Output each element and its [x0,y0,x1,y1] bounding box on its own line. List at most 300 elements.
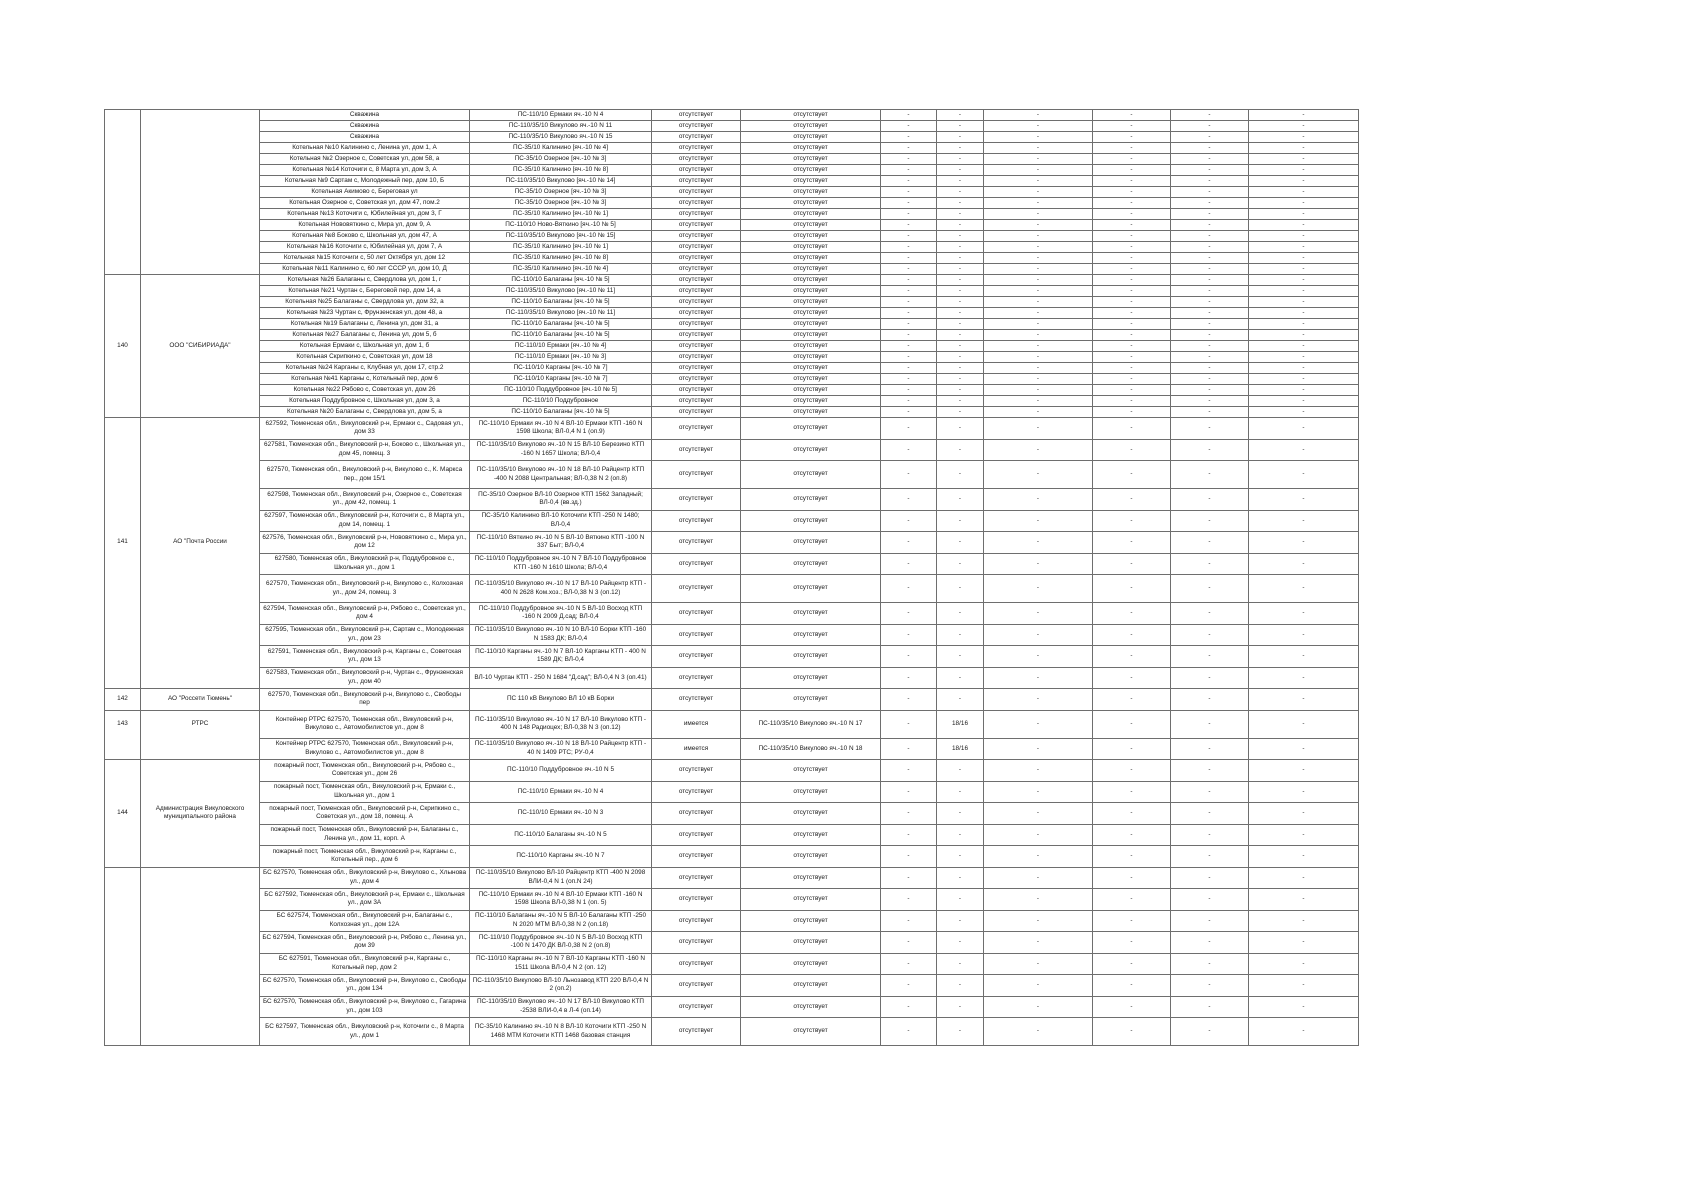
backup-source: отсутствует [652,689,741,711]
value-cell: - [984,209,1093,220]
table-row [105,275,1359,286]
backup-feeder: отсутствует [741,889,881,911]
value-cell: - [937,231,984,242]
object-address: Котельная №10 Калинино с, Ленина ул, дом 1, А [260,143,470,154]
value-cell: - [881,932,937,954]
organization [141,209,260,220]
value-cell: - [1249,575,1359,603]
backup-source: отсутствует [652,1018,741,1046]
value-cell: - [1249,646,1359,668]
value-cell: - [881,143,937,154]
object-address: пожарный пост, Тюменская обл., Викуловский р-н, Карганы с., Котельный пер., дом 6 [260,846,470,868]
value-cell: - [881,439,937,461]
value-cell: - [1093,738,1171,760]
value-cell: - [1093,532,1171,554]
value-cell: - [1249,264,1359,275]
table-row [105,374,1359,385]
object-address: пожарный пост, Тюменская обл., Викуловский р-н, Скрипкино с., Советская ул., дом 18, помещ. А [260,803,470,825]
organization [141,932,260,954]
supply-substation: ПС-110/35/10 Викулово яч.-10 N 15 ВЛ-10 Березино КТП -160 N 1657 Школа; ВЛ-0,4 [470,439,652,461]
supply-substation: ПС-110/10 Поддубровное [470,396,652,407]
value-cell: - [1093,867,1171,889]
value-cell: - [937,308,984,319]
value-cell: - [1171,110,1249,121]
object-address: 627594, Тюменская обл., Викуловский р-н, Рябово с., Советская ул., дом 4 [260,603,470,625]
value-cell: - [1093,1018,1171,1046]
value-cell: - [1171,738,1249,760]
organization [141,374,260,385]
organization [141,132,260,143]
value-cell: - [1171,953,1249,975]
value-cell: - [1249,275,1359,286]
object-address: БС 627570, Тюменская обл., Викуловский р-н, Викулово с., Свободы ул., дом 134 [260,975,470,997]
table-row [105,760,1359,782]
value-cell: - [1171,132,1249,143]
table-row [105,738,1359,760]
value-cell: - [937,110,984,121]
row-number [105,953,141,975]
object-address: Котельная Поддубровное с, Школьная ул, дом 3, а [260,396,470,407]
organization [141,110,260,121]
backup-feeder: отсутствует [741,286,881,297]
backup-feeder: отсутствует [741,275,881,286]
value-cell: - [1093,352,1171,363]
object-address: Скважина [260,121,470,132]
value-cell: - [984,824,1093,846]
table-row [105,341,1359,352]
value-cell: - [984,187,1093,198]
backup-source: отсутствует [652,352,741,363]
value-cell: - [881,510,937,532]
value-cell: - [937,910,984,932]
value-cell: 18/16 [937,738,984,760]
value-cell: - [1171,710,1249,738]
row-number [105,996,141,1018]
backup-feeder: ПС-110/35/10 Викулово яч.-10 N 18 [741,738,881,760]
value-cell: - [1249,553,1359,575]
organization [141,461,260,489]
object-address: Котельная Озерное с, Советская ул, дом 47, пом.2 [260,198,470,209]
supply-substation: ПС-110/10 Поддубровное [яч.-10 № 5] [470,385,652,396]
backup-source: отсутствует [652,286,741,297]
value-cell: - [1171,532,1249,554]
backup-feeder: отсутствует [741,867,881,889]
row-number [105,319,141,330]
row-number [105,286,141,297]
value-cell: - [937,489,984,511]
backup-feeder: отсутствует [741,603,881,625]
value-cell: - [881,220,937,231]
value-cell: - [881,975,937,997]
value-cell: - [937,363,984,374]
value-cell: - [1171,341,1249,352]
value-cell: - [1093,330,1171,341]
table-row [105,286,1359,297]
object-address: 627570, Тюменская обл., Викуловский р-н, Викулово с., К. Маркса пер., дом 15/1 [260,461,470,489]
value-cell: - [1093,242,1171,253]
value-cell: - [937,319,984,330]
table-row [105,803,1359,825]
value-cell: - [1249,154,1359,165]
value-cell: - [1093,110,1171,121]
value-cell: - [1171,439,1249,461]
object-address: БС 627592, Тюменская обл., Викуловский р-н, Ермаки с., Школьная ул., дом 3А [260,889,470,911]
supply-substation: ПС-35/10 Озерное [яч.-10 № 3] [470,154,652,165]
backup-source: отсутствует [652,154,741,165]
backup-feeder: отсутствует [741,198,881,209]
value-cell: - [937,176,984,187]
backup-feeder: отсутствует [741,110,881,121]
value-cell: - [937,330,984,341]
backup-source: отсутствует [652,603,741,625]
value-cell: - [984,374,1093,385]
value-cell: - [937,532,984,554]
backup-feeder: отсутствует [741,209,881,220]
value-cell: - [937,461,984,489]
value-cell: - [1171,264,1249,275]
value-cell: - [937,242,984,253]
value-cell: - [984,910,1093,932]
backup-source: отсутствует [652,996,741,1018]
supply-substation: ПС-110/10 Ермаки яч.-10 N 4 ВЛ-10 Ермаки КТП -160 N 1598 Школа; ВЛ-0,4 N 1 (оп.9) [470,418,652,440]
table-row [105,110,1359,121]
value-cell: - [984,510,1093,532]
value-cell: - [1093,187,1171,198]
object-address: Котельная №21 Чуртан с, Береговой пер, дом 14, а [260,286,470,297]
backup-source: отсутствует [652,396,741,407]
backup-feeder: отсутствует [741,330,881,341]
backup-feeder: отсутствует [741,319,881,330]
value-cell: - [1171,385,1249,396]
organization [141,553,260,575]
supply-substation: ПС-110/35/10 Викулово яч.-10 N 15 [470,132,652,143]
table-row [105,330,1359,341]
row-number [105,132,141,143]
organization [141,231,260,242]
backup-source: отсутствует [652,553,741,575]
table-row [105,996,1359,1018]
row-number [105,220,141,231]
supply-substation: ПС-110/10 Вяткино яч.-10 N 5 ВЛ-10 Вяткино КТП -100 N 337 Быт; ВЛ-0,4 [470,532,652,554]
value-cell: - [1171,154,1249,165]
row-number [105,264,141,275]
value-cell: - [1249,165,1359,176]
value-cell: - [937,996,984,1018]
row-number [105,510,141,532]
supply-substation: ПС-35/10 Калинино [яч.-10 № 1] [470,242,652,253]
organization [141,154,260,165]
value-cell: - [937,418,984,440]
value-cell: - [937,121,984,132]
value-cell: - [1249,603,1359,625]
backup-source: отсутствует [652,110,741,121]
supply-substation: ПС-110/35/10 Викулово яч.-10 N 18 ВЛ-10 Райцентр КТП - 40 N 1409 РТС; РУ-0,4 [470,738,652,760]
value-cell: - [1249,319,1359,330]
backup-feeder: отсутствует [741,760,881,782]
backup-source: отсутствует [652,341,741,352]
backup-feeder: отсутствует [741,953,881,975]
value-cell: - [881,385,937,396]
object-address: Котельная №14 Коточиги с, 8 Марта ул, дом 3, А [260,165,470,176]
organization: Администрация Викуловского муниципального района [141,803,260,825]
value-cell: - [1093,953,1171,975]
value-cell: - [881,341,937,352]
value-cell: - [881,461,937,489]
value-cell: - [1093,308,1171,319]
backup-feeder: отсутствует [741,489,881,511]
value-cell: - [1249,760,1359,782]
value-cell: - [984,532,1093,554]
object-address: Котельная Ермаки с, Школьная ул, дом 1, б [260,341,470,352]
object-address: Котельная №19 Балаганы с, Ленина ул, дом 31, а [260,319,470,330]
value-cell: - [1093,710,1171,738]
value-cell: - [1171,418,1249,440]
value-cell: - [881,308,937,319]
table-row [105,510,1359,532]
value-cell: - [937,553,984,575]
object-address: БС 627597, Тюменская обл., Викуловский р-н, Коточиги с., 8 Марта ул., дом 1 [260,1018,470,1046]
backup-source: отсутствует [652,297,741,308]
organization [141,603,260,625]
value-cell: - [984,253,1093,264]
backup-feeder: отсутствует [741,407,881,418]
value-cell: - [937,407,984,418]
supply-substation: ПС-110/35/10 Викулово [яч.-10 № 11] [470,308,652,319]
organization [141,439,260,461]
backup-feeder: отсутствует [741,121,881,132]
value-cell: - [1249,209,1359,220]
table-row [105,209,1359,220]
value-cell: - [1171,121,1249,132]
backup-feeder: отсутствует [741,781,881,803]
value-cell: - [984,385,1093,396]
row-number [105,352,141,363]
value-cell: - [1093,624,1171,646]
value-cell: - [1093,461,1171,489]
row-number [105,176,141,187]
value-cell: - [984,738,1093,760]
row-number: 140 [105,341,141,352]
value-cell: - [984,953,1093,975]
value-cell: - [881,418,937,440]
table-row [105,132,1359,143]
object-address: Контейнер РТРС 627570, Тюменская обл., Викуловский р-н, Викулово с., Автомобилистов ул., дом 8 [260,710,470,738]
value-cell: - [1249,1018,1359,1046]
backup-feeder: отсутствует [741,689,881,711]
row-number [105,253,141,264]
value-cell: - [984,363,1093,374]
value-cell: - [1093,363,1171,374]
value-cell: - [881,803,937,825]
backup-source: отсутствует [652,781,741,803]
value-cell: - [937,689,984,711]
value-cell: - [1249,308,1359,319]
value-cell: - [1093,996,1171,1018]
supply-substation: ПС-35/10 Калинино яч.-10 N 8 ВЛ-10 Коточиги КТП -250 N 1468 МТМ Коточиги КТП 1468 базовая станция [470,1018,652,1046]
value-cell: - [1171,867,1249,889]
supply-substation: ПС-110/10 Балаганы [яч.-10 № 5] [470,275,652,286]
object-address: Котельная №24 Карганы с, Клубная ул, дом 17, стр.2 [260,363,470,374]
value-cell: - [937,275,984,286]
backup-feeder: отсутствует [741,187,881,198]
table-row [105,176,1359,187]
organization [141,275,260,286]
value-cell: - [1171,297,1249,308]
backup-feeder: отсутствует [741,532,881,554]
table-row [105,532,1359,554]
value-cell: - [1171,803,1249,825]
value-cell: - [881,264,937,275]
row-number [105,231,141,242]
value-cell: - [1093,264,1171,275]
backup-source: отсутствует [652,319,741,330]
value-cell: - [984,308,1093,319]
backup-source: отсутствует [652,121,741,132]
supply-substation: ПС-110/10 Ново-Вяткино [яч.-10 № 5] [470,220,652,231]
row-number [105,242,141,253]
table-row [105,646,1359,668]
supply-substation: ПС-35/10 Калинино [яч.-10 № 4] [470,264,652,275]
backup-source: отсутствует [652,803,741,825]
value-cell: - [1249,297,1359,308]
supply-substation: ПС-110/10 Ермаки [яч.-10 № 3] [470,352,652,363]
object-address: Скважина [260,110,470,121]
value-cell: - [1093,319,1171,330]
backup-feeder: отсутствует [741,374,881,385]
backup-source: отсутствует [652,439,741,461]
backup-source: отсутствует [652,275,741,286]
row-number [105,575,141,603]
value-cell: - [1171,407,1249,418]
table-row [105,396,1359,407]
value-cell: - [1249,803,1359,825]
supply-substation: ПС-110/35/10 Викулово ВЛ-10 Льнозавод КТП 220 ВЛ-0,4 N 2 (оп.2) [470,975,652,997]
value-cell: - [1249,385,1359,396]
row-number [105,461,141,489]
value-cell: - [881,738,937,760]
table-row [105,253,1359,264]
value-cell: - [937,253,984,264]
value-cell: - [1171,689,1249,711]
supply-substation: ПС-110/10 Карганы [яч.-10 № 7] [470,363,652,374]
value-cell: 18/16 [937,710,984,738]
row-number [105,781,141,803]
table-row [105,889,1359,911]
object-address: Котельная №27 Балаганы с, Ленина ул, дом 5, б [260,330,470,341]
value-cell: - [937,297,984,308]
object-address: Котельная №8 Боково с, Школьная ул, дом 47, А [260,231,470,242]
value-cell: - [1093,231,1171,242]
organization [141,297,260,308]
table-row [105,846,1359,868]
row-number: 141 [105,532,141,554]
value-cell: - [1249,407,1359,418]
value-cell: - [937,824,984,846]
organization [141,242,260,253]
table-row [105,154,1359,165]
table-row [105,489,1359,511]
table-row [105,710,1359,738]
value-cell: - [984,867,1093,889]
supply-substation: ПС-110/10 Балаганы [яч.-10 № 5] [470,407,652,418]
supply-substation: ПС-110/35/10 Викулово яч.-10 N 10 ВЛ-10 Борки КТП -160 N 1583 ДК; ВЛ-0,4 [470,624,652,646]
value-cell: - [881,286,937,297]
supply-substation: ПС-110/10 Карганы яч.-10 N 7 [470,846,652,868]
supply-substation: ПС-35/10 Калинино [яч.-10 № 4] [470,143,652,154]
value-cell: - [984,231,1093,242]
organization [141,646,260,668]
backup-source: имеется [652,710,741,738]
value-cell: - [1249,187,1359,198]
backup-feeder: отсутствует [741,418,881,440]
value-cell: - [881,889,937,911]
value-cell: - [881,363,937,374]
value-cell: - [984,689,1093,711]
object-address: Котельная №23 Чуртан с, Фрунзенская ул, дом 48, а [260,308,470,319]
value-cell: - [984,352,1093,363]
value-cell: - [1171,198,1249,209]
organization [141,198,260,209]
supply-substation: ПС-110/10 Балаганы [яч.-10 № 5] [470,319,652,330]
backup-source: отсутствует [652,198,741,209]
backup-feeder: отсутствует [741,553,881,575]
supply-substation: ПС-110/35/10 Викулово яч.-10 N 11 [470,121,652,132]
value-cell: - [984,319,1093,330]
value-cell: - [984,553,1093,575]
backup-feeder: отсутствует [741,510,881,532]
backup-feeder: отсутствует [741,143,881,154]
value-cell: - [1171,308,1249,319]
object-address: Котельная №26 Балаганы с, Свердлова ул, дом 1, г [260,275,470,286]
organization [141,187,260,198]
value-cell: - [1249,532,1359,554]
table-row [105,624,1359,646]
backup-source: отсутствует [652,220,741,231]
value-cell: - [1093,646,1171,668]
table-row [105,575,1359,603]
object-address: БС 627574, Тюменская обл., Викуловский р-н, Балаганы с., Колхозная ул., дом 12А [260,910,470,932]
backup-source: отсутствует [652,242,741,253]
object-address: Котельная №16 Коточиги с, Юбилейная ул, дом 7, А [260,242,470,253]
value-cell: - [881,297,937,308]
value-cell: - [1249,121,1359,132]
organization [141,975,260,997]
value-cell: - [937,575,984,603]
backup-source: отсутствует [652,910,741,932]
row-number [105,165,141,176]
value-cell: - [937,439,984,461]
value-cell: - [1249,352,1359,363]
value-cell: - [1171,760,1249,782]
object-address: 627591, Тюменская обл., Викуловский р-н, Карганы с., Советская ул., дом 13 [260,646,470,668]
supply-substation: ПС-110/35/10 Викулово [яч.-10 № 15] [470,231,652,242]
object-address: 627570, Тюменская обл., Викуловский р-н, Викулово с., Колхозная ул., дом 24, помещ. 3 [260,575,470,603]
table-row [105,932,1359,954]
backup-feeder: отсутствует [741,667,881,689]
row-number [105,603,141,625]
value-cell: - [1249,824,1359,846]
supply-substation: ПС-110/10 Карганы [яч.-10 № 7] [470,374,652,385]
backup-source: отсутствует [652,132,741,143]
value-cell: - [1171,209,1249,220]
supply-substation: ПС-110/10 Карганы яч.-10 N 7 ВЛ-10 Карганы КТП -160 N 1511 Школа ВЛ-0,4 N 2 (оп. 12) [470,953,652,975]
value-cell: - [984,198,1093,209]
supply-substation: ПС-110/10 Поддубровное яч.-10 N 5 [470,760,652,782]
supply-substation: ПС-35/10 Калинино [яч.-10 № 1] [470,209,652,220]
value-cell: - [1093,385,1171,396]
supply-substation: ПС-110/10 Поддубровное яч.-10 N 7 ВЛ-10 Поддубровное КТП -160 N 1610 Школа; ВЛ-0,4 [470,553,652,575]
organization [141,910,260,932]
